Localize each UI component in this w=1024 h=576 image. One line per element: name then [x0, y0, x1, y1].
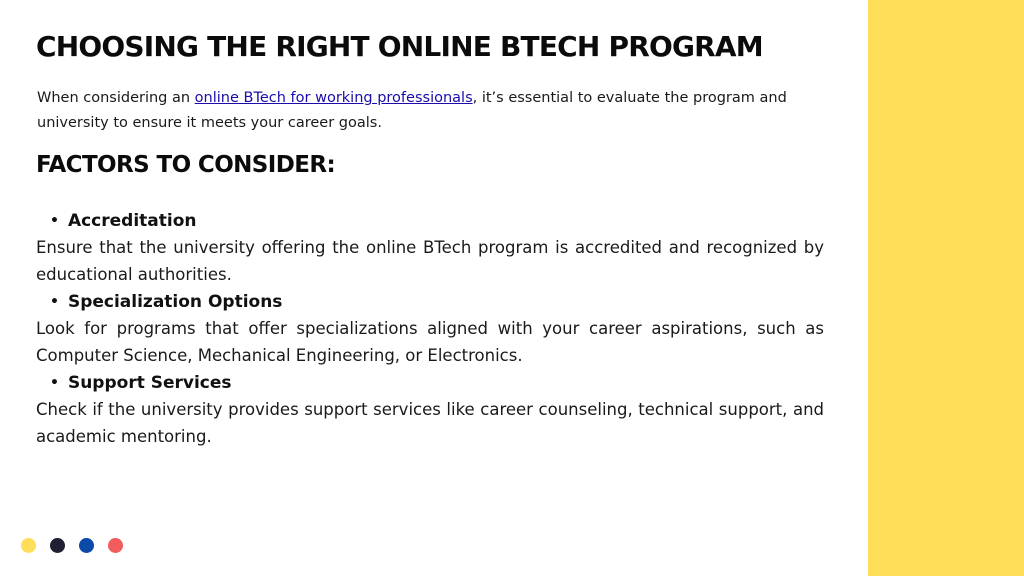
blue-dot-icon: [79, 538, 94, 553]
factor-heading: [36, 207, 824, 234]
factor-description: Ensure that the university offering the online BTech program is accredited and recognized by educational authorities.: [36, 238, 824, 284]
factor-heading-label: Accreditation: [67, 210, 197, 231]
bullet-icon: •: [50, 293, 59, 310]
intro-text-before: When considering an: [37, 90, 195, 106]
factor-description: Check if the university provides support services like career counseling, technical support, and academic mentoring.: [36, 400, 824, 446]
page-title: CHOOSING THE RIGHT ONLINE BTECH PROGRAM: [36, 30, 763, 63]
yellow-dot-icon: [21, 538, 36, 553]
factor-specialization-options: [36, 288, 824, 369]
factors-subtitle: FACTORS TO CONSIDER:: [36, 152, 336, 178]
yellow-side-panel: [868, 0, 1024, 576]
intro-text-after: , it’s essential to evaluate the program and university to ensure it meets your career goals.: [37, 90, 787, 131]
decorative-dots: [21, 538, 123, 553]
factors-list: [36, 207, 824, 450]
bullet-icon: •: [50, 374, 59, 391]
factor-heading: [36, 369, 824, 396]
factor-support-services: [36, 369, 824, 450]
factor-description: Look for programs that offer specializations aligned with your career aspirations, such as Computer Science, Mechanical Engineering, or Electronics.: [36, 319, 824, 365]
btech-program-link[interactable]: online BTech for working professionals: [194, 90, 473, 106]
red-dot-icon: [108, 538, 123, 553]
bullet-icon: •: [50, 212, 59, 229]
factor-heading-label: Specialization Options: [67, 291, 283, 312]
factor-heading-label: Support Services: [67, 372, 232, 393]
intro-paragraph: [37, 86, 825, 136]
factor-heading: [36, 288, 824, 315]
factor-accreditation: [36, 207, 824, 288]
navy-dot-icon: [50, 538, 65, 553]
